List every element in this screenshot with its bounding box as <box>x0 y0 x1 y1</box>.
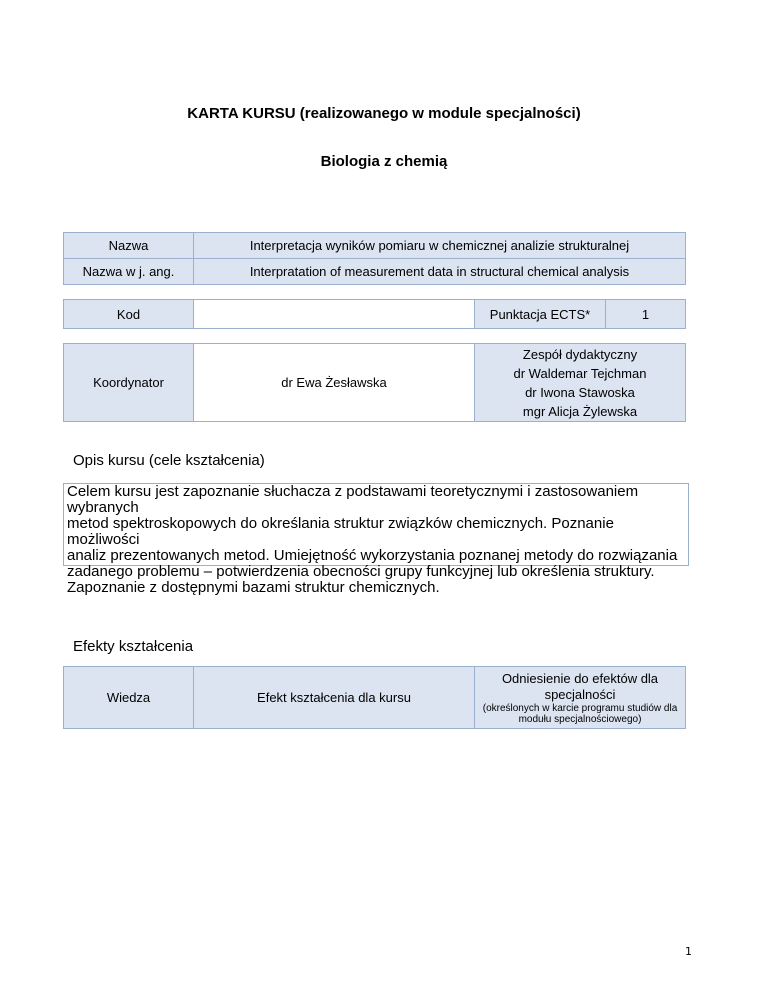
table-row <box>64 233 686 259</box>
odniesienie-main: Odniesienie do efektów dla specjalności <box>501 670 659 702</box>
kod-value <box>194 300 475 329</box>
page-number: 1 <box>685 945 692 958</box>
opis-box <box>63 483 689 596</box>
nazwa-ang-value: Interpratation of measurement data in structural chemical analysis <box>194 259 686 285</box>
table-row <box>64 300 686 329</box>
zespol-member: dr Waldemar Tejchman <box>513 365 647 381</box>
ects-value: 1 <box>606 300 686 329</box>
koordynator-label: Koordynator <box>64 344 194 422</box>
opis-line: analiz prezentowanych metod. Umiejętność wykorzystania poznanej metody do rozwiązania <box>67 547 678 564</box>
ects-label: Punktacja ECTS* <box>475 300 606 329</box>
zespol-cell <box>475 344 686 422</box>
odniesienie-header <box>475 667 686 729</box>
table-row <box>64 344 686 422</box>
document-title: KARTA KURSU (realizowanego w module specjalności) <box>187 105 581 122</box>
nazwa-label: Nazwa <box>64 233 194 259</box>
nazwa-value: Interpretacja wyników pomiaru w chemicznej analizie strukturalnej <box>194 233 686 259</box>
document-subtitle: Biologia z chemią <box>320 153 448 170</box>
opis-line: zadanego problemu – potwierdzenia obecności grupy funkcyjnej lub określenia struktury. <box>67 563 655 580</box>
nazwa-ang-label: Nazwa w j. ang. <box>64 259 194 285</box>
opis-line: Celem kursu jest zapoznanie słuchacza z podstawami teoretycznymi i zastosowaniem wybranych <box>67 483 639 516</box>
opis-line: metod spektroskopowych do określania struktur związków chemicznych. Poznanie możliwości <box>67 515 614 548</box>
efekty-table <box>63 666 686 729</box>
coordinator-table <box>63 343 686 422</box>
koordynator-value: dr Ewa Żesławska <box>194 344 475 422</box>
zespol-member: mgr Alicja Żylewska <box>522 403 638 419</box>
table-row <box>64 259 686 285</box>
efekt-header: Efekt kształcenia dla kursu <box>194 667 475 729</box>
efekty-heading: Efekty kształcenia <box>73 638 194 655</box>
opis-heading: Opis kursu (cele kształcenia) <box>73 452 265 469</box>
odniesienie-note: (określonych w karcie programu studiów dla modułu specjalnościowego) <box>482 702 678 725</box>
table-row <box>64 667 686 729</box>
wiedza-header: Wiedza <box>64 667 194 729</box>
name-table <box>63 232 686 285</box>
zespol-member: dr Iwona Stawoska <box>525 384 635 400</box>
zespol-label: Zespół dydaktyczny <box>522 346 638 362</box>
opis-line: Zapoznanie z dostępnymi bazami struktur chemicznych. <box>67 579 440 596</box>
kod-label: Kod <box>64 300 194 329</box>
code-table <box>63 299 686 329</box>
